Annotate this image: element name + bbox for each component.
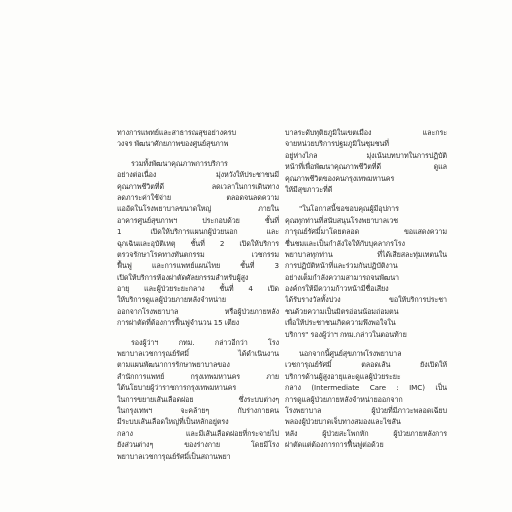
paragraph xyxy=(117,337,279,462)
text-line: ชนด้วยความเป็นมิตรอ่อนน้อมถ่อมตน xyxy=(285,306,399,316)
text-line: พยาบาลทุกท่าน ที่ได้เสียสละทุ่มเทตนใน xyxy=(285,249,447,259)
paragraph xyxy=(285,127,447,195)
text-line: มีระบบเส้นเลือดใหญ่ที่เป็นหลักอยู่ตรง xyxy=(117,417,229,427)
right-text-column xyxy=(285,127,447,451)
text-line: บาลระดับทุติยภูมิในเขตเมือง และกระ xyxy=(285,128,447,137)
text-line: อาคารศูนย์สุขภาพฯ ประกอบด้วย ชั้นที่ xyxy=(117,215,279,225)
text-line: กลาง และมีเส้นเลือดฝอยที่กระจายไป xyxy=(117,428,279,438)
text-line: ให้มีสุขภาวะที่ดี xyxy=(285,184,333,194)
text-line: กลาง (Intermediate Care : IMC) เป็น xyxy=(285,383,447,393)
text-line: ฉุกเฉินและอุบัติเหตุ ชั้นที่ 2 เปิดให้บริการ xyxy=(117,238,279,248)
paragraph-gap xyxy=(285,340,447,348)
text-line: คุณภาพชีวิตที่ดี ลดเวลาในการเดินทาง xyxy=(117,181,279,191)
text-line: โรงพยาบาล ผู้ป่วยที่มีภาวะพลอดเฉียบ xyxy=(285,405,447,415)
text-line: หลัง ผู้ป่วยสะโพกหัก ผู้ป่วยภายหลังการ xyxy=(285,428,447,438)
paragraph xyxy=(117,158,279,329)
text-line: ได้รับรางวัลทั้งปวง ขอให้บริการประชา xyxy=(285,295,447,305)
text-line: หน้าที่เพื่อพัฒนาคุณภาพชีวิตที่ดี ดูแล xyxy=(285,162,447,172)
text-line: ผ่าตัดแต่ต้องการการฟื้นฟูต่อด้วย xyxy=(285,440,384,450)
text-line: นอกจากนี้ศูนย์สุขภาพโรงพยาบาล xyxy=(299,349,402,359)
text-line: พลองผู้ป่วยบาดเจ็บทางสมองและไขสัน xyxy=(285,417,401,427)
paragraph xyxy=(117,127,279,150)
text-line: พยาบาลเวชการุณย์รัศมิ์ ได้ดำเนินงาน xyxy=(117,349,279,359)
text-line: ตรวจรักษาโรคทางทันตกรรม เวชกรรม xyxy=(117,249,279,259)
text-line: แออัดในโรงพยาบาลขนาดใหญ่ ภายใน xyxy=(117,204,279,214)
text-line: 1 เปิดให้บริการแผนกผู้ป่วยนอก และ xyxy=(117,227,279,237)
text-line: อายุ และผู้ป่วยระยะกลาง ชั้นที่ 4 เปิด xyxy=(117,284,279,294)
text-line: อยู่ห่างไกล มุ่งเน้นบทบาทในการปฏิบัติ xyxy=(285,150,447,160)
text-line: ทางการแพทย์และสาธารณสุขอย่างครบ xyxy=(117,128,236,137)
text-line: การดูแลผู้ป่วยภายหลังจำหน่ายออกจาก xyxy=(285,394,403,404)
text-line: การปฏิบัติหน้าที่และร่วมกันปฏิบัติงาน xyxy=(285,261,398,271)
text-line: การุณย์รัศมิ์มาโดยตลอด ขอแสดงความ xyxy=(285,227,447,237)
text-line: อย่างเต็มกำลังความสามารถจนพัฒนา xyxy=(285,272,399,282)
text-line: ฟื้นฟู และการแพทย์แผนไทย ชั้นที่ 3 xyxy=(117,261,279,271)
paragraph-gap xyxy=(285,195,447,203)
text-line: รวมทั้งพัฒนาคุณภาพการบริการ xyxy=(131,158,228,168)
text-line: คุณภาพชีวิตของคนกรุงเทพมหานคร xyxy=(285,173,395,183)
paragraph-gap xyxy=(117,150,279,158)
text-line: อย่างต่อเนื่อง มุ่งหวังให้ประชาชนมี xyxy=(117,170,279,180)
left-text-column xyxy=(117,127,279,462)
text-line: รองผู้ว่าฯ กทม. กล่าวอีกว่า โรง xyxy=(131,337,279,347)
text-line: องค์กรให้มีความก้าวหน้ามีชื่อเสียง xyxy=(285,284,389,294)
text-line: วงจร พัฒนาศักยภาพของศูนย์สุขภาพ xyxy=(117,139,229,149)
text-line: ในการขยายเส้นเลือดฝอย ซึ่งระบบต่างๆ xyxy=(117,394,279,404)
paragraph-gap xyxy=(117,329,279,337)
text-line: "ในโอกาสนี้ขอขอบคุณผู้มีอุปการ xyxy=(299,204,399,214)
text-line: ชื่นชมและเป็นกำลังใจให้กับบุคลากรโรง xyxy=(285,238,405,248)
text-line: ออกจากโรงพยาบาล หรือผู้ป่วยภายหลัง xyxy=(117,306,279,316)
text-line: พยาบาลเวชการุณย์รัศมิ์เป็นสถานพยา xyxy=(117,451,231,461)
text-line: บริการด้านผู้สูงอายุและดูแลผู้ป่วยระยะ xyxy=(285,371,401,381)
paragraph xyxy=(285,203,447,340)
text-line: ยังส่วนต่างๆ ของร่างกาย โดยมีโรง xyxy=(117,440,279,450)
text-line: บริการ" รองผู้ว่าฯ กทม.กล่าวในตอนท้าย xyxy=(285,329,407,339)
text-line: เวชการุณย์รัศมิ์ ตลอดเส้น ยังเปิดให้ xyxy=(285,360,447,370)
text-line: ลดภาระค่าใช้จ่าย ตลอดจนลดความ xyxy=(117,192,279,202)
text-line: คุณทุกท่านที่สนับสนุนโรงพยาบาลเวช xyxy=(285,215,399,225)
text-line: ตามแผนพัฒนาการรักษาพยาบาลของ xyxy=(117,360,230,370)
text-line: เพื่อให้ประชาชนเกิดความพึงพอใจใน xyxy=(285,318,396,328)
text-line: เปิดให้บริการห้องผ่าตัดศัลยกรรมสำหรับผู้สูง xyxy=(117,272,249,282)
text-line: ใต้นโยบายผู้ว่าราชการกรุงเทพมหานคร xyxy=(117,383,237,393)
text-line: จายหน่วยบริการปฐมภูมิในชุมชนที่ xyxy=(285,139,389,149)
text-line: สำนักการแพทย์ กรุงเทพมหานคร ภาย xyxy=(117,371,279,381)
text-line: การผ่าตัดที่ต้องการฟื้นฟูจำนวน 15 เตียง xyxy=(117,318,240,328)
text-line: ในกรุงเทพฯ จะคล้ายๆ กับร่างกายคน xyxy=(117,405,279,415)
text-line: ให้บริการดูแลผู้ป่วยภายหลังจำหน่าย xyxy=(117,295,226,305)
paragraph xyxy=(285,348,447,451)
